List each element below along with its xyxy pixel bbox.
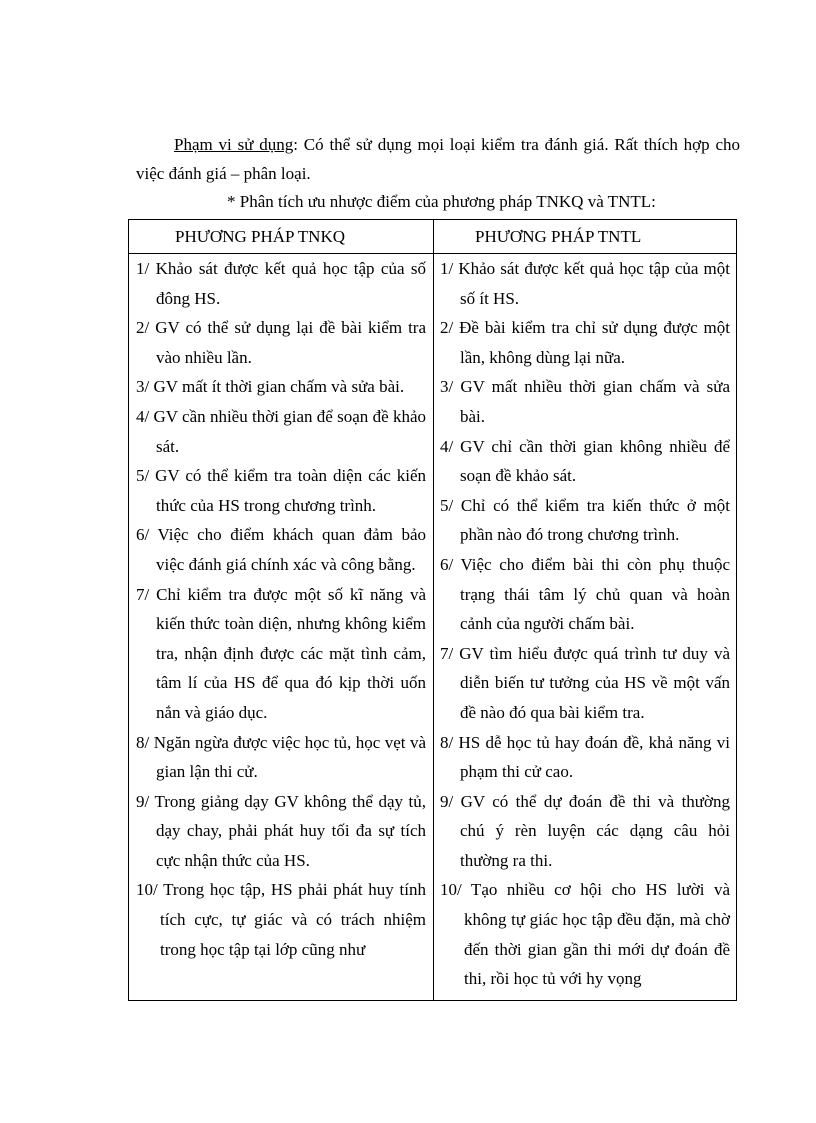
tntl-item-4: 4/ GV chỉ cần thời gian không nhiều để soạn đề khảo sát. — [440, 436, 730, 486]
tnkq-column — [136, 254, 426, 964]
tntl-item-8: 8/ HS dễ học tủ hay đoán đề, khả năng vi phạm thi cử cao. — [440, 732, 730, 782]
tnkq-item-5: 5/ GV có thể kiểm tra toàn diện các kiến thức của HS trong chương trình. — [136, 466, 426, 515]
tntl-item-7: 7/ GV tìm hiểu được quá trình tư duy và diễn biến tư tưởng của HS về một vấn đề nào đó qua bài kiểm tra. — [440, 643, 730, 722]
tntl-item-9: 9/ GV có thể dự đoán đề thi và thường chú ý rèn luyện các dạng câu hỏi thường ra thi. — [440, 791, 730, 870]
tnkq-item-10: 10/ Trong học tập, HS phải phát huy tính tích cực, tự giác và có trách nhiệm trong học tập tại lớp cũng như — [136, 880, 426, 959]
tnkq-item-3: 3/ GV mất ít thời gian chấm và sửa bài. — [136, 377, 405, 397]
scope-paragraph — [136, 130, 740, 188]
tntl-item-10: 10/ Tạo nhiều cơ hội cho HS lười và không tự giác học tập đều đặn, mà chờ đến thời gian gần thi mới dự đoán đề thi, rồi học tủ với hy vọng — [440, 880, 730, 989]
header-tntl: PHƯƠNG PHÁP TNTL — [475, 227, 642, 246]
scope-label: Phạm vi sử dụng — [174, 135, 294, 154]
tnkq-item-9: 9/ Trong giảng dạy GV không thể dạy tủ, dạy chay, phải phát huy tối đa sự tích cực nhận thức của HS. — [136, 791, 426, 870]
tnkq-item-6: 6/ Việc cho điểm khách quan đảm bảo việc đánh giá chính xác và công bằng. — [136, 525, 426, 574]
tnkq-item-1: 1/ Khảo sát được kết quả học tập của số đông HS. — [136, 259, 426, 308]
tntl-item-3: 3/ GV mất nhiều thời gian chấm và sửa bài. — [440, 377, 730, 426]
tnkq-item-4: 4/ GV cần nhiều thời gian để soạn đề khảo sát. — [136, 406, 426, 456]
comparison-table — [128, 219, 737, 1001]
tntl-item-6: 6/ Việc cho điểm bài thi còn phụ thuộc trạng thái tâm lý chủ quan và hoàn cảnh của người chấm bài. — [440, 554, 730, 634]
tnkq-item-2: 2/ GV có thể sử dụng lại đề bài kiểm tra vào nhiều lần. — [136, 318, 426, 367]
scope-text: : Có thể sử dụng mọi loại kiểm tra đánh giá. Rất thích hợp cho việc đánh giá – phân loại. — [136, 135, 740, 183]
tntl-column — [440, 254, 730, 994]
comparison-subheading: * Phân tích ưu nhược điểm của phương pháp TNKQ và TNTL: — [227, 192, 656, 211]
header-tnkq: PHƯƠNG PHÁP TNKQ — [175, 227, 345, 246]
column-divider — [433, 220, 434, 1000]
tntl-item-2: 2/ Đề bài kiểm tra chỉ sử dụng được một lần, không dùng lại nữa. — [440, 318, 730, 367]
tntl-item-1: 1/ Khảo sát được kết quả học tập của một số ít HS. — [440, 259, 730, 308]
tnkq-item-7: 7/ Chỉ kiểm tra được một số kĩ năng và kiến thức toàn diện, nhưng không kiểm tra, nhận định được các mặt tình cảm, tâm lí của HS để qua đó kịp thời uốn nắn và giáo dục. — [136, 584, 426, 722]
tnkq-item-8: 8/ Ngăn ngừa được việc học tủ, học vẹt và gian lận thi cử. — [136, 732, 426, 782]
tntl-item-5: 5/ Chỉ có thể kiểm tra kiến thức ở một phần nào đó trong chương trình. — [440, 495, 730, 545]
